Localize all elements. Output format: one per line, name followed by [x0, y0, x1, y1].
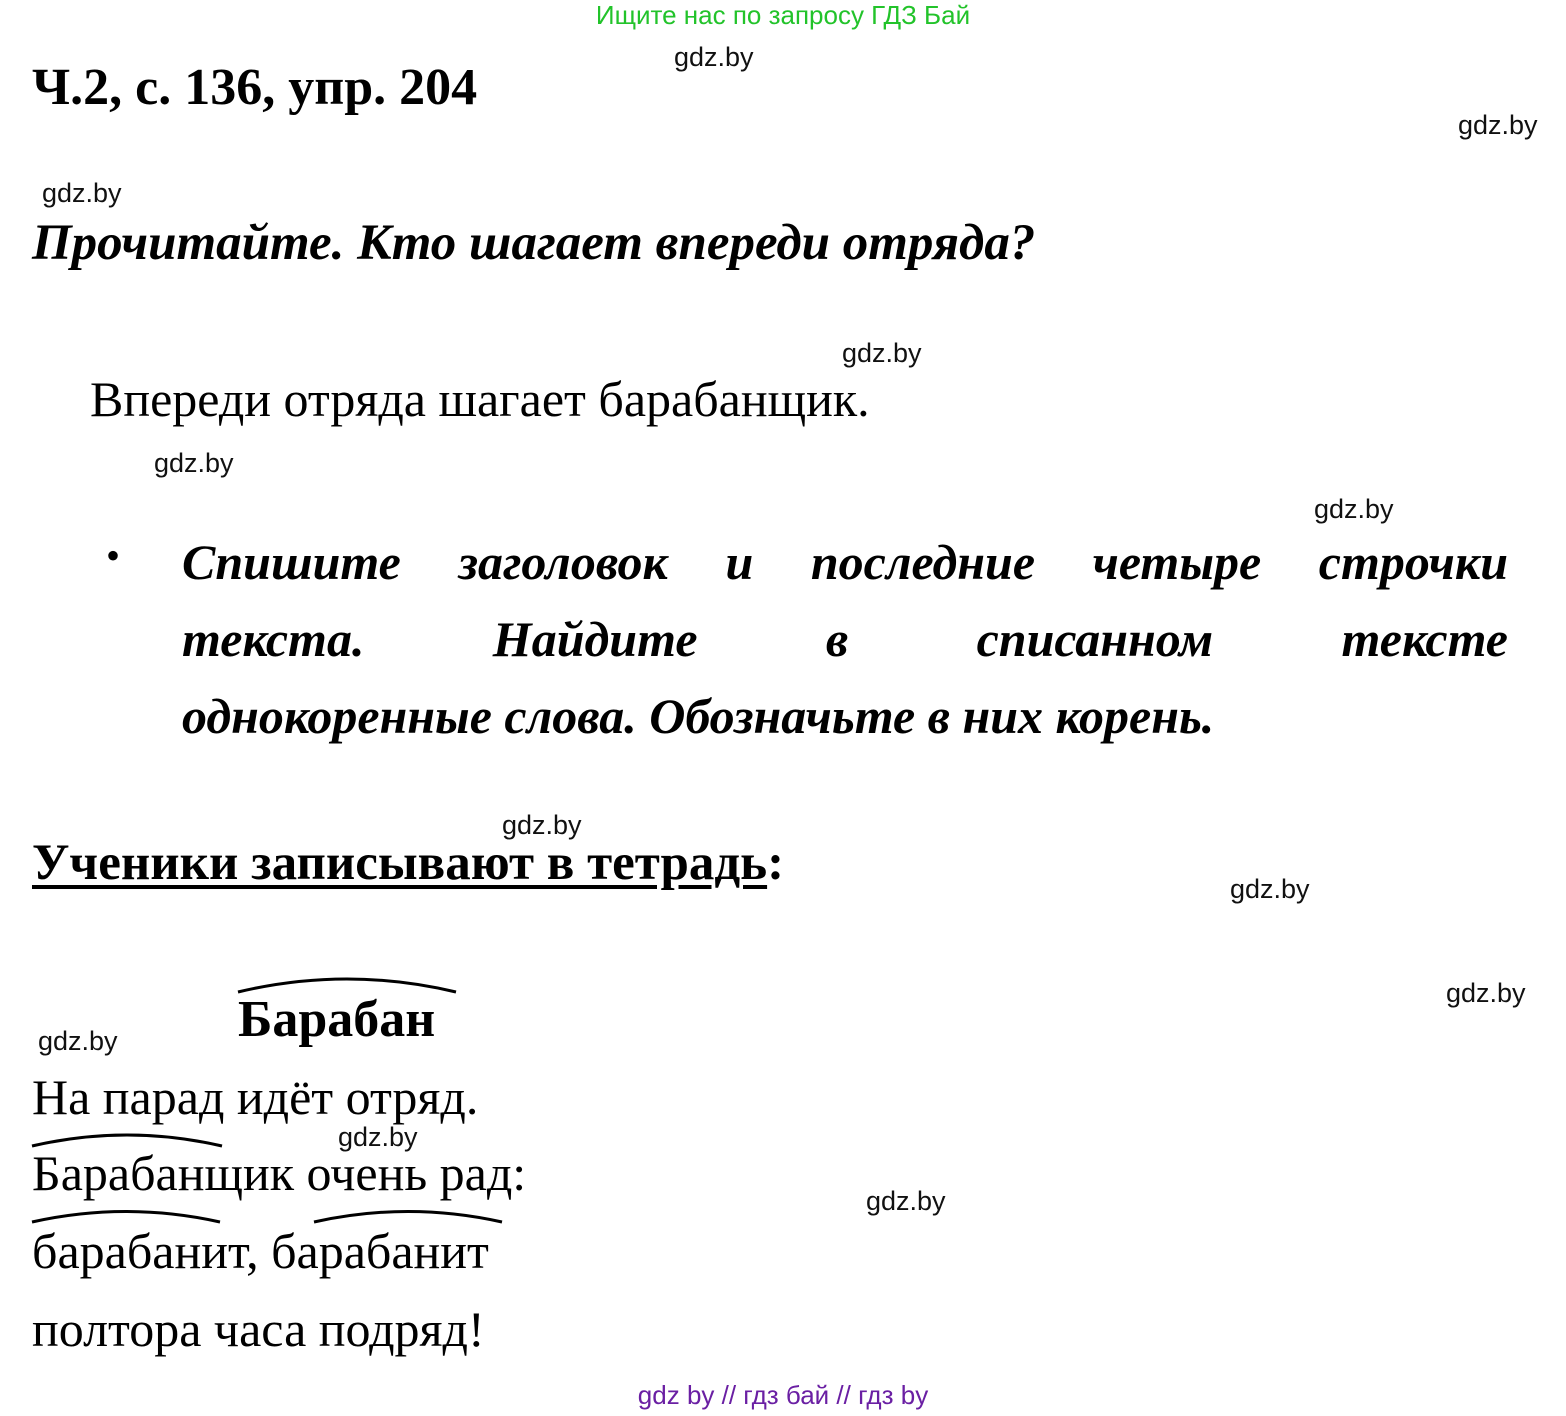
footer-links: gdz by // гдз бай // гдз by — [637, 1380, 929, 1410]
poem-line-1: На парад идёт отряд. — [32, 1069, 479, 1125]
watermark: gdz.by — [154, 448, 234, 478]
exercise-heading: Ч.2, с. 136, упр. 204 — [32, 59, 478, 116]
watermark: gdz.by — [866, 1186, 946, 1216]
watermark: gdz.by — [502, 810, 582, 840]
root-arc-line2 — [32, 1135, 222, 1146]
root-arc-title — [238, 979, 456, 992]
watermark: gdz.by — [38, 1026, 118, 1056]
pupils-label: Ученики записывают в тетрадь — [32, 835, 768, 891]
task-line-2: текста. Найдите в списанном тексте — [182, 611, 1508, 667]
answer-text: Впереди отряда шагает барабанщик. — [90, 371, 870, 427]
watermark: gdz.by — [42, 178, 122, 208]
question-text: Прочитайте. Кто шагает впереди отряда? — [32, 215, 1036, 271]
watermark: gdz.by — [842, 338, 922, 368]
root-arc-line3a — [32, 1212, 220, 1223]
watermark: gdz.by — [674, 42, 754, 72]
poem-line-3: барабанит, барабанит — [32, 1223, 489, 1279]
poem-line-4: полтора часа подряд! — [32, 1301, 485, 1357]
root-arc-line3b — [314, 1212, 502, 1223]
watermark: gdz.by — [338, 1122, 418, 1152]
bullet-marker: • — [106, 533, 121, 578]
watermark: gdz.by — [1446, 978, 1526, 1008]
poem-title: Барабан — [238, 991, 436, 1048]
task-line-1: Спишите заголовок и последние четыре строчки — [182, 534, 1508, 590]
pupils-colon: : — [767, 835, 785, 891]
poem-line-2: Барабанщик очень рад: — [32, 1145, 527, 1201]
watermark: gdz.by — [1458, 110, 1538, 140]
watermark: gdz.by — [1230, 874, 1310, 904]
watermark: gdz.by — [1314, 494, 1394, 524]
task-line-3: однокоренные слова. Обозначьте в них корень. — [182, 688, 1215, 744]
top-banner: Ищите нас по запросу ГДЗ Бай — [595, 0, 971, 30]
